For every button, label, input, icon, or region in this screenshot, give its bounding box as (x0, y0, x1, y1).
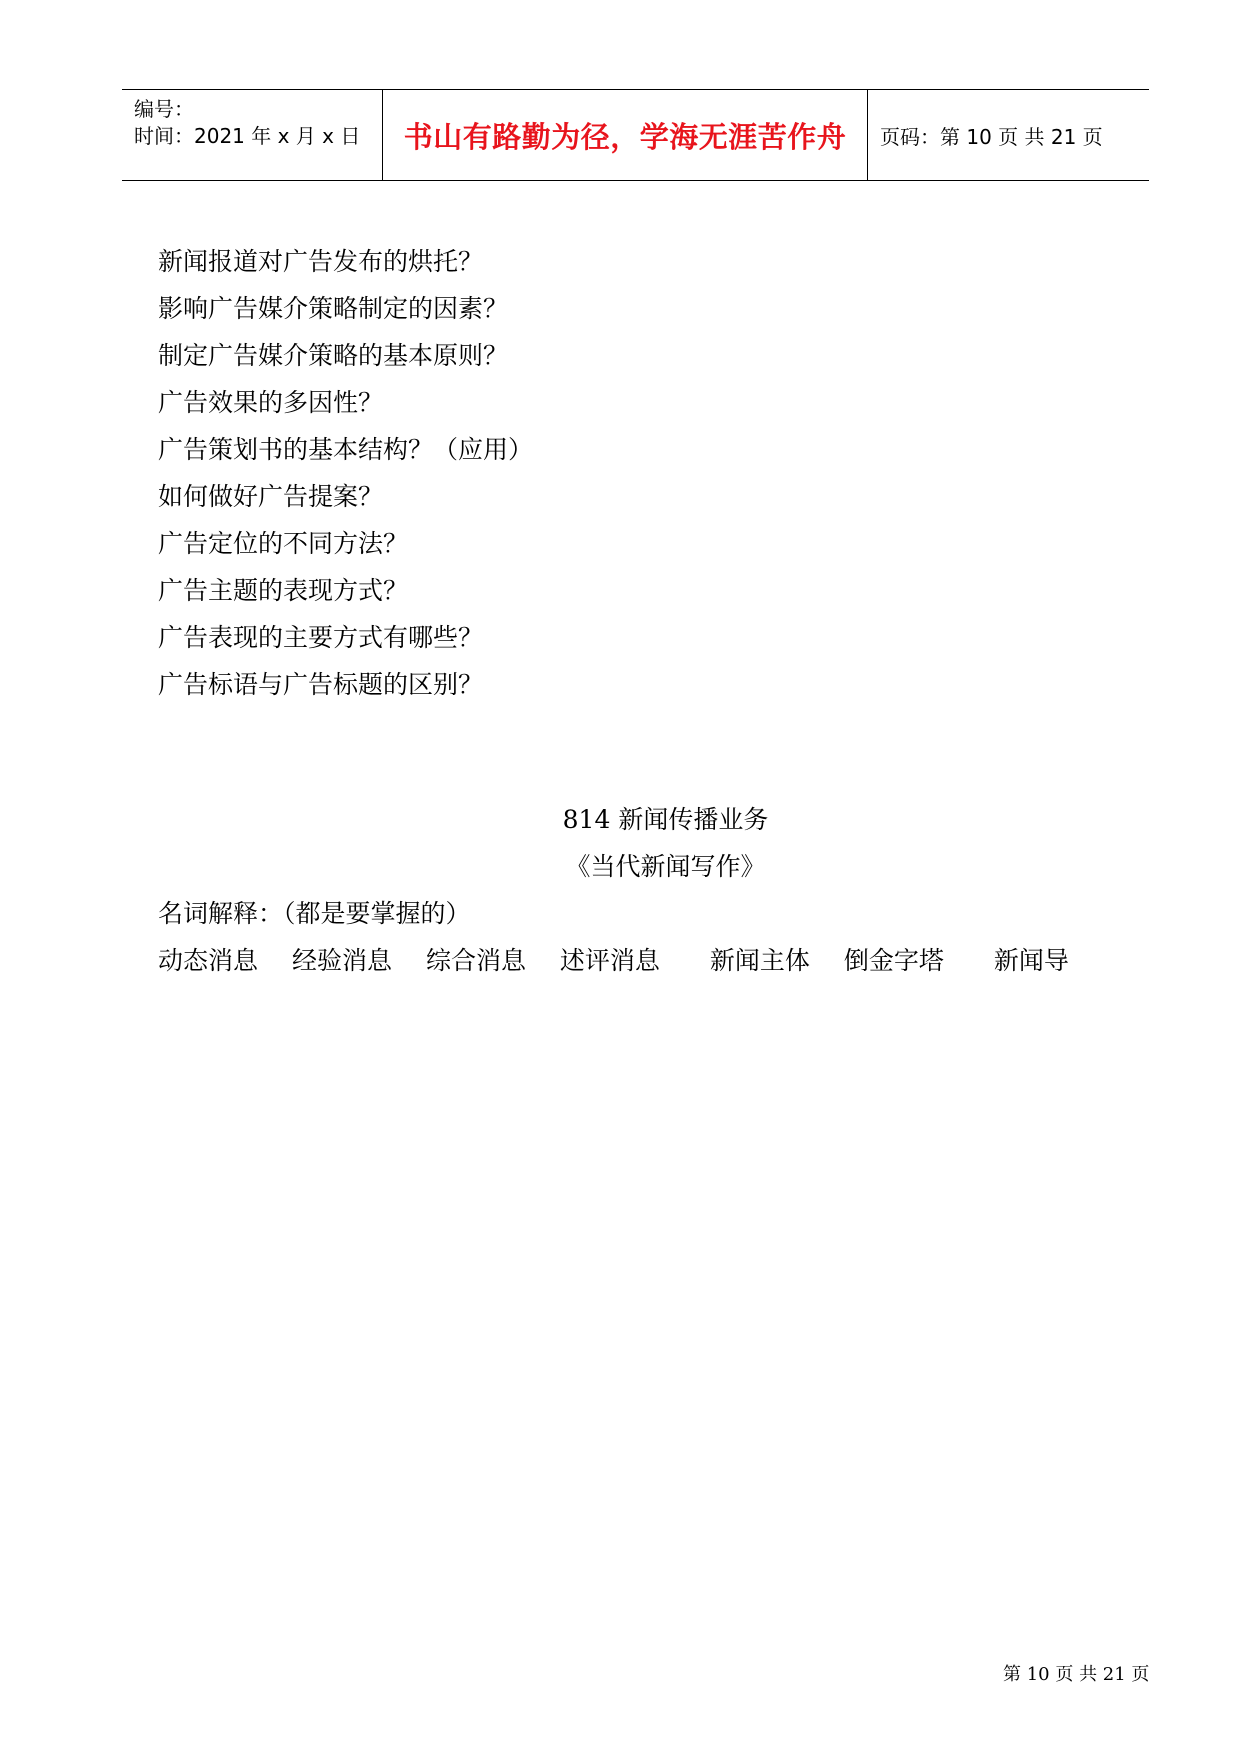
terms-row (158, 941, 1095, 977)
question-item: 广告标语与广告标题的区别？ (158, 670, 484, 699)
header-meta (122, 90, 383, 180)
question-item: 广告主题的表现方式？ (158, 576, 409, 605)
time-label: 时间：2021 年 x 月 x 日 (134, 124, 361, 148)
header-motto: 书山有路勤为径，学海无涯苦作舟 (383, 90, 868, 180)
page-footer: 第 10 页 共 21 页 (1003, 1664, 1150, 1685)
term-item: 动态消息 (158, 946, 259, 975)
page-header (122, 89, 1149, 181)
question-item: 影响广告媒介策略制定的因素？ (158, 294, 509, 323)
question-item: 广告效果的多因性？ (158, 388, 384, 417)
question-item: 制定广告媒介策略的基本原则？ (158, 341, 509, 370)
number-label: 编号： (134, 97, 194, 121)
term-item: 新闻导 (993, 946, 1069, 975)
section-subtitle: 814 新闻传播业务 (562, 805, 769, 834)
question-item: 如何做好广告提案？ (158, 482, 384, 511)
question-item: 广告表现的主要方式有哪些？ (158, 623, 484, 652)
term-item: 综合消息 (425, 946, 526, 975)
term-item: 新闻主体 (709, 946, 810, 975)
book-title: 《当代新闻写作》 (565, 852, 766, 881)
question-list (158, 238, 533, 708)
header-page-info: 页码：第 10 页 共 21 页 (880, 124, 1103, 149)
term-item: 经验消息 (291, 946, 392, 975)
term-item: 倒金字塔 (843, 946, 944, 975)
term-item: 述评消息 (559, 946, 660, 975)
question-item: 新闻报道对广告发布的烘托？ (158, 247, 484, 276)
question-item: 广告策划书的基本结构？（应用） (158, 435, 534, 464)
terms-label: 名词解释：（都是要掌握的） (158, 899, 471, 928)
question-item: 广告定位的不同方法？ (158, 529, 409, 558)
